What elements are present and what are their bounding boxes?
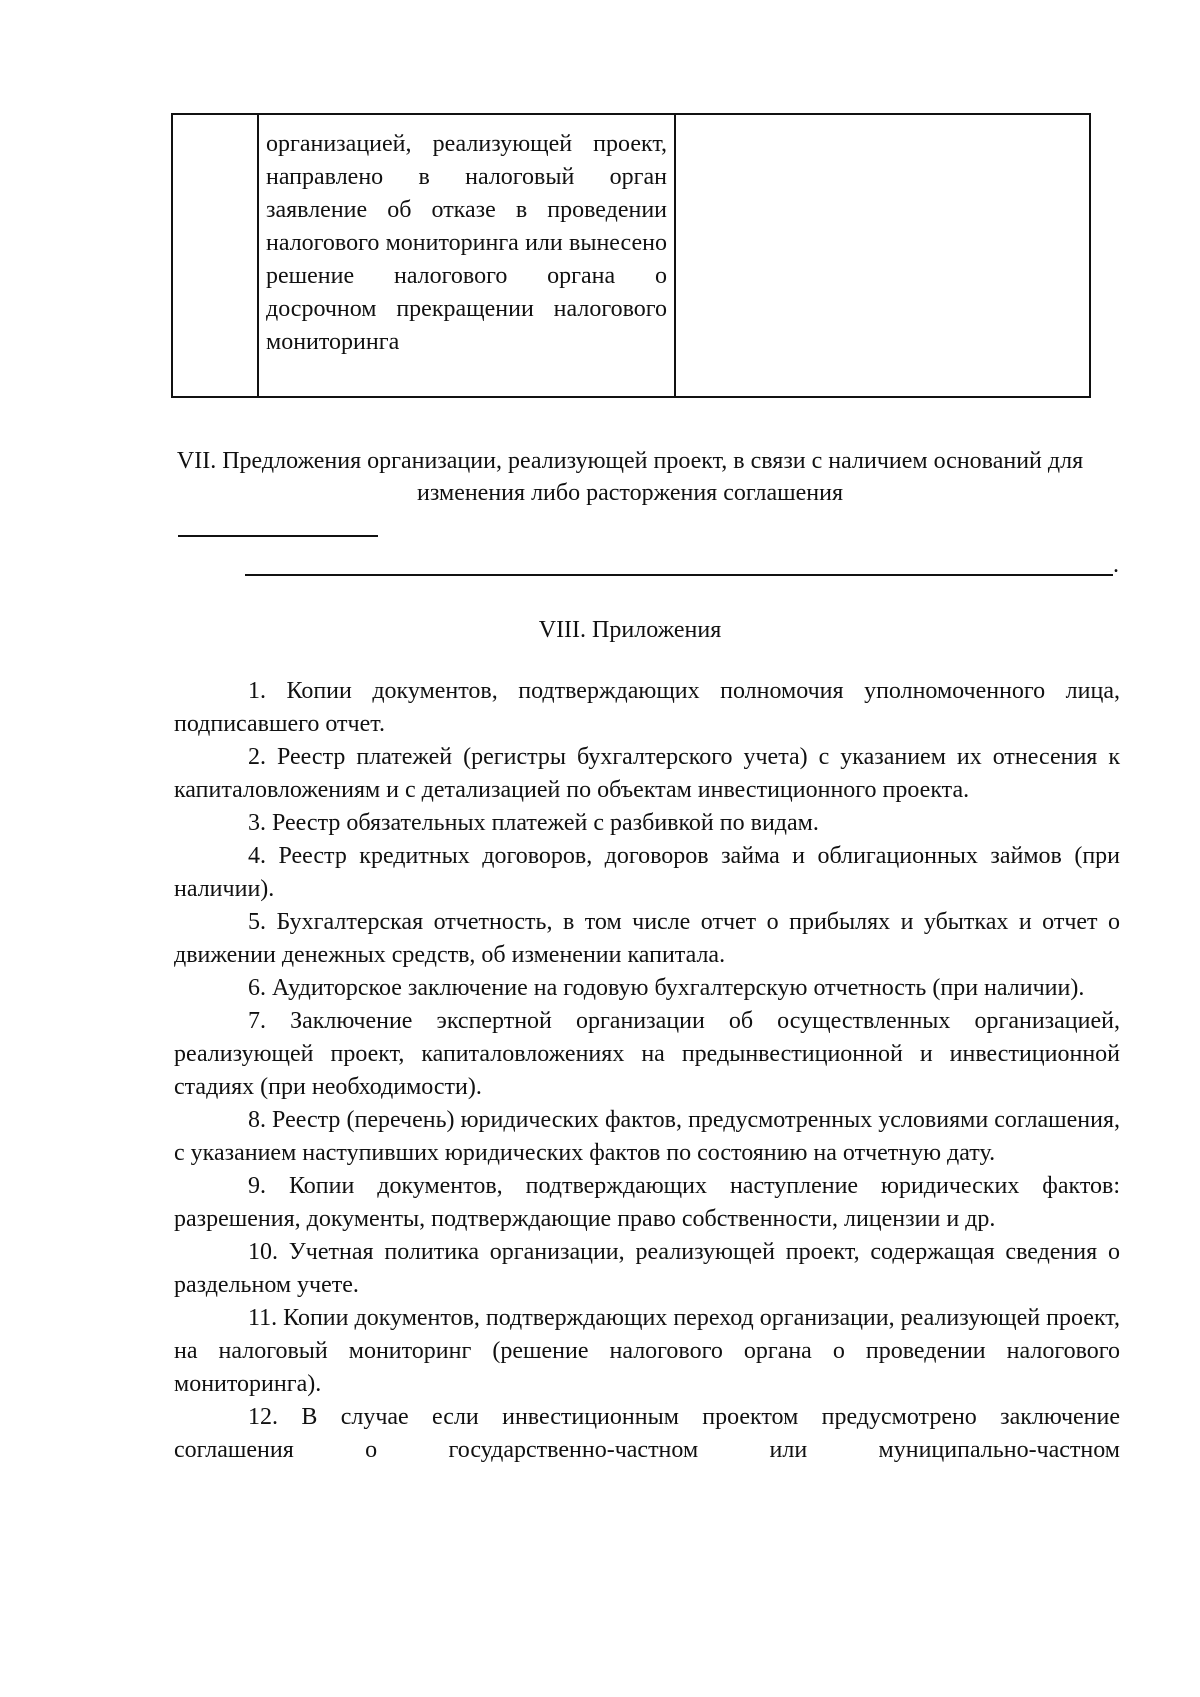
appendix-item: 1. Копии документов, подтверждающих полномочия уполномоченного лица, подписавшего отчет.: [174, 678, 1120, 737]
section-viii-heading: VIII. Приложения: [538, 617, 722, 643]
table-cell-condition: [258, 114, 675, 397]
table-cell-text: организацией, реализующей проект, направлено в налоговый орган заявление об отказе в проведении налогового мониторинга или вынесено решение налогового органа о досрочном прекращении налогового мониторинга: [266, 131, 667, 355]
appendix-item: 11. Копии документов, подтверждающих переход организации, реализующей проект, на налоговый мониторинг (решение налогового органа о проведении налогового мониторинга).: [174, 1305, 1120, 1397]
appendix-item: 3. Реестр обязательных платежей с разбивкой по видам.: [248, 810, 819, 836]
appendix-item: 5. Бухгалтерская отчетность, в том числе отчет о прибылях и убытках и отчет о движении денежных средств, об изменении капитала.: [174, 909, 1120, 968]
appendix-item: 7. Заключение экспертной организации об осуществленных организацией, реализующей проект, капиталовложениях на предынвестиционной и инвестиционной стадиях (при необходимости).: [174, 1008, 1120, 1100]
table-row: [172, 114, 1090, 397]
blank-line-short: [178, 535, 378, 537]
appendix-item: 2. Реестр платежей (регистры бухгалтерского учета) с указанием их отнесения к капиталовложениям и с детализацией по объектам инвестиционного проекта.: [174, 744, 1120, 803]
blank-line-period: .: [1113, 552, 1119, 578]
appendix-item: 9. Копии документов, подтверждающих наступление юридических фактов: разрешения, документы, подтверждающие право собственности, лицензии и др.: [174, 1173, 1120, 1232]
appendix-item: 6. Аудиторское заключение на годовую бухгалтерскую отчетность (при наличии).: [248, 975, 1085, 1001]
continued-table: [171, 113, 1091, 398]
table-cell-empty: [675, 114, 1090, 397]
appendix-item: 12. В случае если инвестиционным проектом предусмотрено заключение соглашения о государственно-частном или муниципально-частном: [174, 1404, 1120, 1463]
appendix-list: [174, 675, 1120, 1467]
section-vii-heading: VII. Предложения организации, реализующей проект, в связи с наличием оснований для изменения либо расторжения соглашения: [176, 448, 1084, 506]
appendix-item: 10. Учетная политика организации, реализующей проект, содержащая сведения о раздельном учете.: [174, 1239, 1120, 1298]
appendix-item: 8. Реестр (перечень) юридических фактов, предусмотренных условиями соглашения, с указанием наступивших юридических фактов по состоянию на отчетную дату.: [174, 1107, 1120, 1166]
table-cell-number: [172, 114, 258, 397]
appendix-item: 4. Реестр кредитных договоров, договоров займа и облигационных займов (при наличии).: [174, 843, 1120, 902]
blank-line-long: [245, 574, 1113, 576]
